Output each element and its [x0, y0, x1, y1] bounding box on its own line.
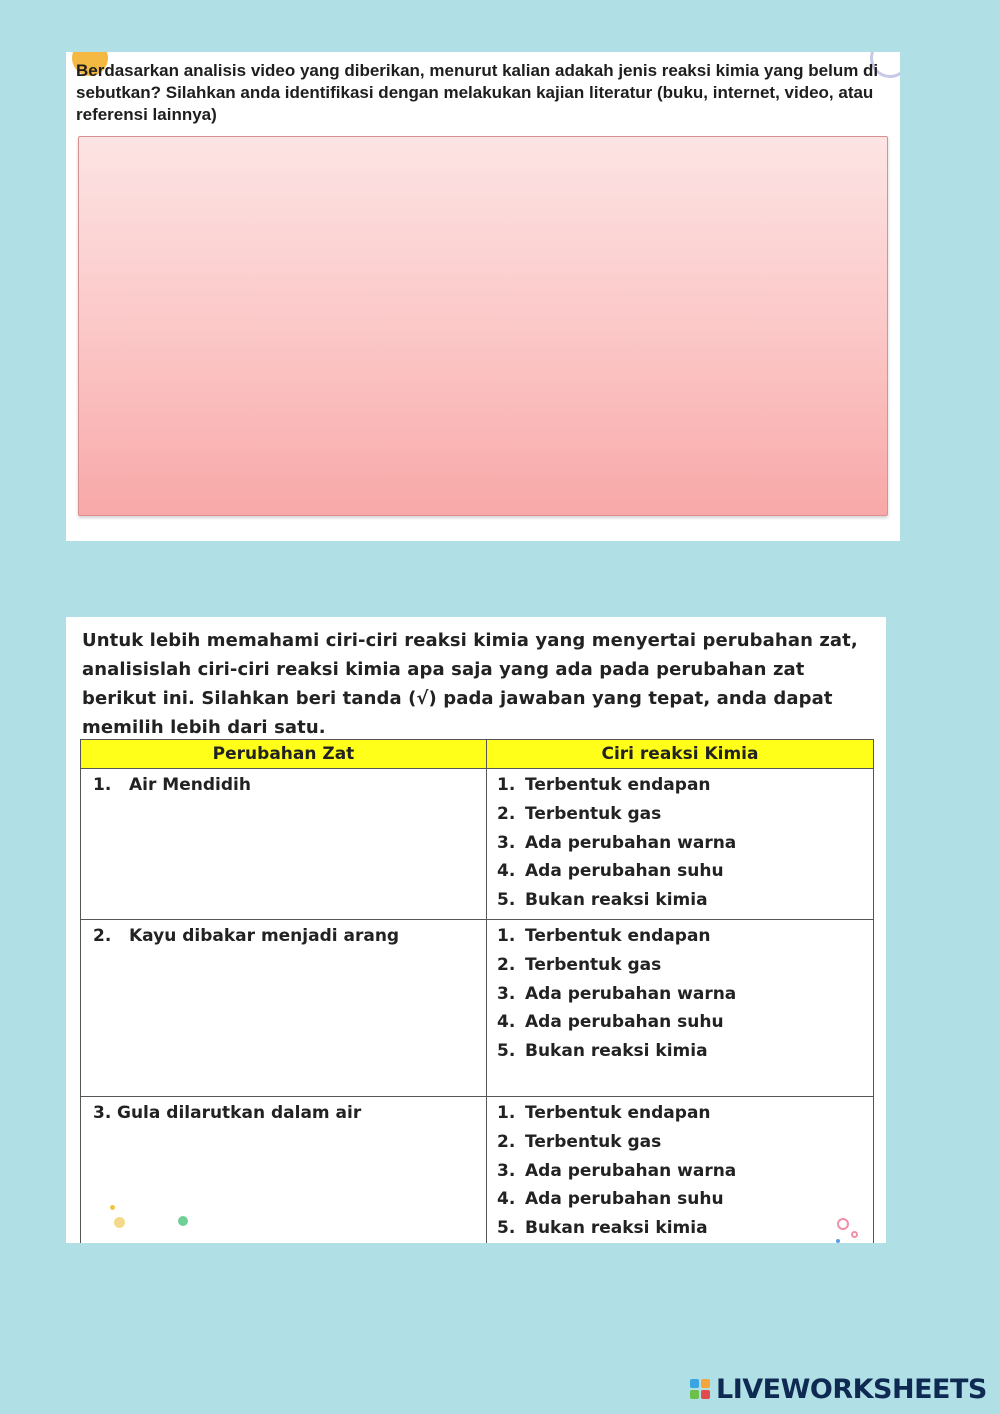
table-header-row [81, 740, 874, 769]
row-number: 3. [93, 1102, 112, 1123]
option-label: Ada perubahan suhu [525, 1189, 724, 1210]
option-number: 2. [497, 954, 516, 975]
option-label: Bukan reaksi kimia [525, 1218, 708, 1239]
option-item[interactable] [497, 922, 873, 951]
option-item[interactable] [497, 771, 873, 800]
question2-text: Untuk lebih memahami ciri-ciri reaksi kimia yang menyertai perubahan zat, analisislah ciri-ciri reaksi kimia apa saja yang ada pada perubahan zat berikut ini. Silahkan beri tanda (√) pada jawaban yang tepat, anda dapat memilih lebih dari satu. [82, 630, 858, 738]
option-item[interactable] [497, 1037, 873, 1066]
header-perubahan-zat: Perubahan Zat [81, 740, 487, 769]
zat-cell [81, 769, 487, 920]
option-label: Terbentuk endapan [525, 925, 711, 946]
table-row [81, 769, 874, 920]
option-label: Terbentuk endapan [525, 1102, 711, 1123]
option-number: 4. [497, 1189, 516, 1210]
question1-card [66, 52, 900, 541]
zat-cell [81, 1096, 487, 1243]
option-number: 2. [497, 803, 516, 824]
decorative-dot-icon [836, 1239, 840, 1243]
option-label: Terbentuk gas [525, 1131, 662, 1152]
header-ciri-reaksi: Ciri reaksi Kimia [487, 740, 874, 769]
option-number: 3. [497, 1160, 516, 1181]
options-cell [487, 919, 874, 1096]
option-label: Ada perubahan warna [525, 983, 737, 1004]
table-row [81, 1096, 874, 1243]
option-number: 5. [497, 890, 516, 911]
option-label: Terbentuk gas [525, 803, 662, 824]
option-label: Terbentuk gas [525, 954, 662, 975]
decorative-dot-icon [851, 1231, 858, 1238]
brand-name: LIVEWORKSHEETS [716, 1373, 987, 1405]
option-label: Terbentuk endapan [525, 775, 711, 795]
option-number: 3. [497, 832, 516, 853]
option-number: 2. [497, 1131, 516, 1152]
row-number: 2. [93, 925, 112, 946]
option-item[interactable] [497, 1185, 873, 1214]
zat-cell [81, 919, 487, 1096]
option-label: Ada perubahan warna [525, 832, 737, 853]
ciri-reaksi-table [80, 739, 874, 1243]
option-item[interactable] [497, 1214, 873, 1243]
zat-label: Kayu dibakar menjadi arang [129, 925, 400, 946]
decorative-dot-icon [110, 1205, 115, 1210]
liveworksheets-logo-icon [690, 1379, 710, 1399]
option-item[interactable] [497, 1128, 873, 1157]
options-cell [487, 769, 874, 920]
option-label: Ada perubahan warna [525, 1160, 737, 1181]
option-number: 5. [497, 1041, 516, 1062]
question1-text: Berdasarkan analisis video yang diberikan, menurut kalian adakah jenis reaksi kimia yang belum di sebutkan? Silahkan anda identifikasi dengan melakukan kajian literatur (buku, internet, video, atau referensi lainnya) [76, 61, 879, 124]
question2-card [66, 617, 886, 1243]
option-number: 3. [497, 983, 516, 1004]
answer-textbox[interactable] [78, 136, 888, 516]
zat-label: Air Mendidih [129, 775, 251, 795]
row-number: 1. [93, 775, 112, 795]
option-number: 1. [497, 925, 516, 946]
option-number: 4. [497, 861, 516, 882]
option-item[interactable] [497, 1157, 873, 1186]
decorative-dot-icon [178, 1216, 188, 1226]
option-number: 1. [497, 775, 516, 795]
table-row [81, 919, 874, 1096]
option-label: Ada perubahan suhu [525, 861, 724, 882]
decorative-dot-icon [114, 1217, 125, 1228]
option-item[interactable] [497, 886, 873, 915]
option-item[interactable] [497, 1008, 873, 1037]
option-item[interactable] [497, 829, 873, 858]
option-number: 5. [497, 1218, 516, 1239]
option-item[interactable] [497, 980, 873, 1009]
option-item[interactable] [497, 800, 873, 829]
option-label: Bukan reaksi kimia [525, 890, 708, 911]
option-label: Bukan reaksi kimia [525, 1041, 708, 1062]
option-item[interactable] [497, 951, 873, 980]
zat-label: Gula dilarutkan dalam air [117, 1102, 362, 1123]
liveworksheets-brand[interactable] [690, 1374, 987, 1404]
option-item[interactable] [497, 1099, 873, 1128]
decorative-dot-icon [837, 1218, 849, 1230]
option-number: 4. [497, 1012, 516, 1033]
option-label: Ada perubahan suhu [525, 1012, 724, 1033]
options-cell [487, 1096, 874, 1243]
option-item[interactable] [497, 857, 873, 886]
option-number: 1. [497, 1102, 516, 1123]
